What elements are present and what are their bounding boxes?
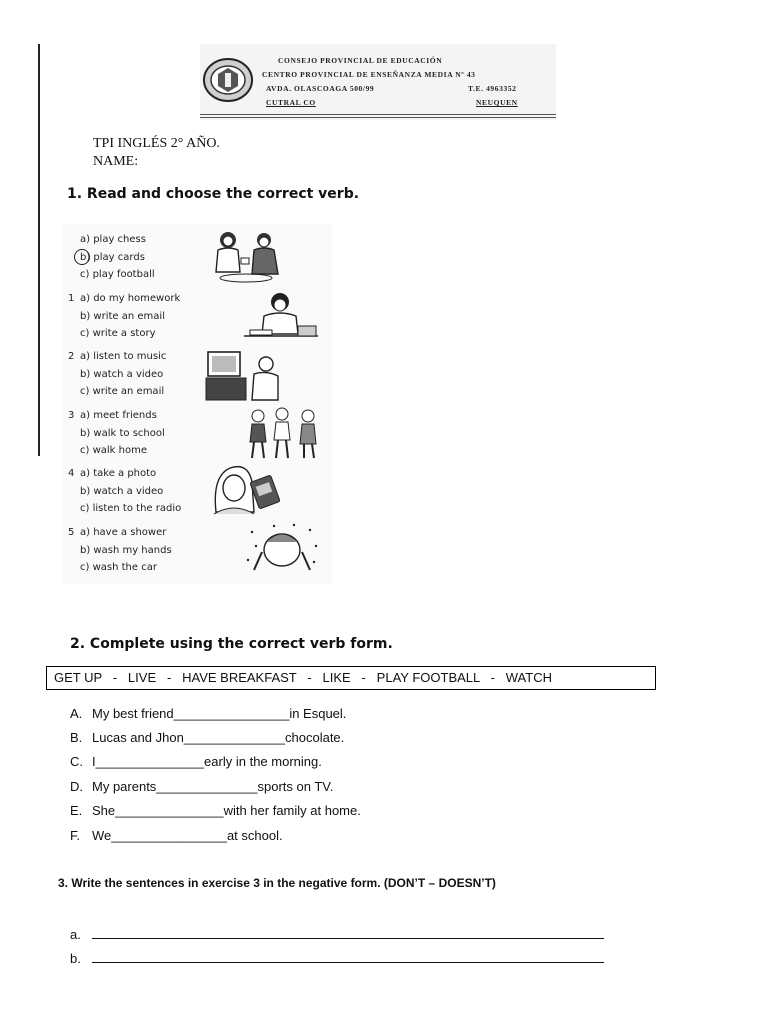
sentence-b [70,730,344,745]
boy-doing-homework-icon [240,288,322,346]
option-b: b) play cards [80,252,145,263]
option-a: a) play chess [80,234,146,245]
exercise-3-title: 3. Write the sentences in exercise 3 in the negative form. (DON’T – DOESN’T) [58,876,496,890]
option-b: b) write an email [80,311,165,322]
group-number: 4 [68,468,75,479]
sentence-text: My best friend________________in Esquel. [92,706,347,721]
exercise-2-title: 2. Complete using the correct verb form. [70,636,393,652]
girl-listening-radio-icon [208,462,282,518]
group-number: 2 [68,351,75,362]
letterhead-line-2: CENTRO PROVINCIAL DE ENSEÑANZA MEDIA Nº 43 [262,70,476,79]
answer-blank [92,950,604,963]
option-c: c) walk home [80,445,147,456]
sentence-letter: E. [70,803,83,818]
option-a: a) meet friends [80,410,157,421]
letterhead [200,44,556,120]
option-a: a) take a photo [80,468,157,479]
sentence-text: Lucas and Jhon______________chocolate. [92,730,345,745]
line-letter: a. [70,927,81,942]
sentence-a [70,706,346,721]
friends-meeting-icon [244,404,322,462]
answer-line-b [70,950,604,966]
sentence-e [70,803,361,818]
sentence-c [70,754,322,769]
boy-watching-video-icon [204,346,286,406]
answer-blank [92,926,604,939]
letterhead-address: AVDA. OLASCOAGA 500/99 [266,84,375,93]
option-c: c) write an email [80,386,165,397]
answer-line-a [70,926,604,942]
letterhead-line-1: CONSEJO PROVINCIAL DE EDUCACIÓN [278,56,443,65]
group-number: 5 [68,527,75,538]
sentence-letter: C. [70,754,83,769]
option-a: a) listen to music [80,351,167,362]
sentence-d [70,779,333,794]
option-b: b) wash my hands [80,545,172,556]
letterhead-rule [200,114,556,115]
option-a: a) do my homework [80,293,181,304]
option-b: b) walk to school [80,428,165,439]
name-label: NAME: [93,154,139,169]
option-c: c) write a story [80,328,156,339]
sentence-letter: F. [70,828,81,843]
option-b: b) watch a video [80,486,164,497]
group-number: 1 [68,293,75,304]
margin-line [38,44,40,456]
sentence-letter: D. [70,779,83,794]
sentence-letter: A. [70,706,83,721]
line-letter: b. [70,951,81,966]
letterhead-city: CUTRAL CO [266,98,316,107]
children-playing-cards-icon [208,228,288,286]
exercise-1-title: 1. Read and choose the correct verb. [67,186,360,202]
option-a: a) have a shower [80,527,167,538]
sentence-text: My parents______________sports on TV. [92,779,334,794]
option-c: c) listen to the radio [80,503,182,514]
option-c: c) play football [80,269,155,280]
word-box: GET UP - LIVE - HAVE BREAKFAST - LIKE - PLAY FOOTBALL - WATCH [46,666,656,690]
option-b: b) watch a video [80,369,164,380]
sentence-text: We________________at school. [92,828,283,843]
sentence-text: I_______________early in the morning. [92,754,322,769]
sentence-text: She_______________with her family at home. [92,803,361,818]
letterhead-rule [200,117,556,118]
letterhead-phone: T.E. 4963352 [468,84,517,93]
option-c: c) wash the car [80,562,157,573]
sentence-letter: B. [70,730,83,745]
letterhead-province: NEUQUEN [476,98,518,107]
group-number: 3 [68,410,75,421]
worksheet-title: TPI INGLÉS 2° AÑO. [93,136,220,151]
school-seal-logo [202,56,254,104]
sentence-f [70,828,283,843]
person-having-shower-icon [244,522,322,578]
